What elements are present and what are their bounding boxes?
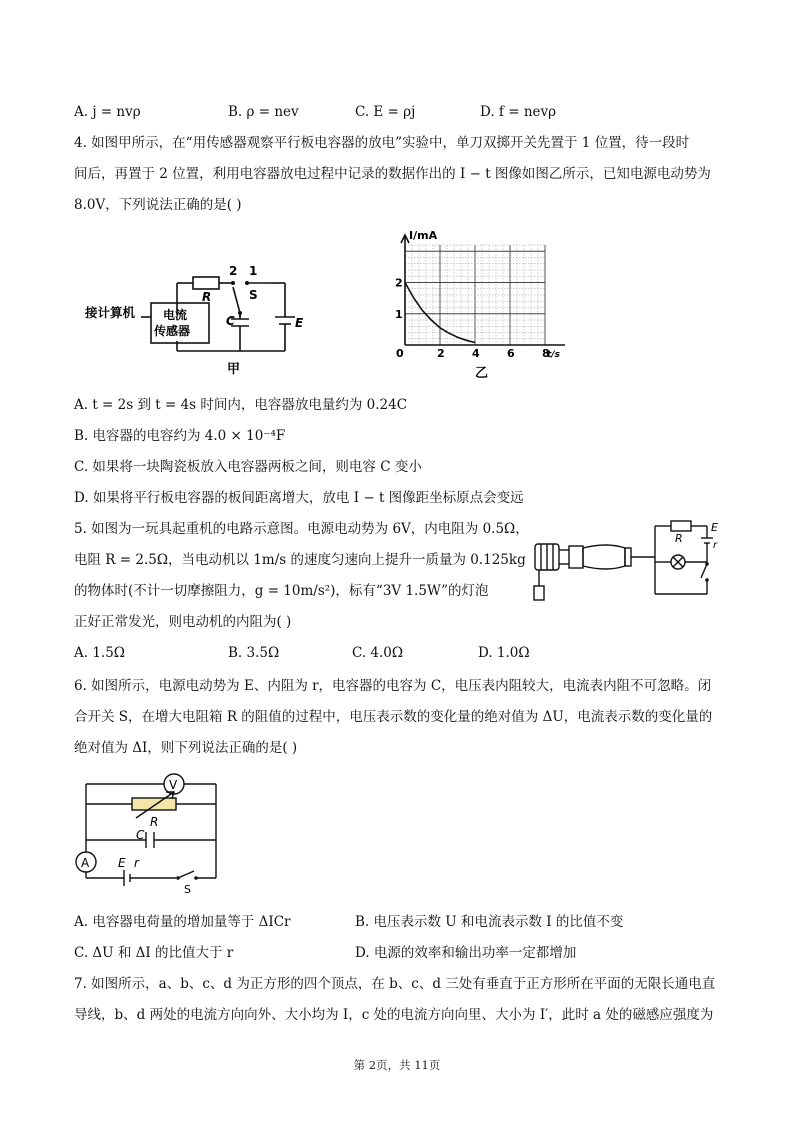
q7-stem-line-1: 7. 如图所示，a、b、c、d 为正方形的四个顶点，在 b、c、d 三处有垂直于正方形所在平面的无限长通电直	[74, 976, 716, 992]
q4-it-chart	[385, 225, 575, 380]
ammeter-icon: A	[81, 856, 90, 870]
q5-option-b: B. 3.5Ω	[228, 645, 280, 661]
sensor-label-1: 电流	[163, 308, 188, 322]
y-tick-label: 1	[395, 307, 403, 321]
q6-emf-label: E	[118, 856, 126, 870]
q6-capacitor-label: C	[136, 828, 145, 842]
q5-option-d: D. 1.0Ω	[478, 645, 530, 661]
emf-label: E	[295, 316, 304, 330]
switch-label: S	[249, 288, 258, 302]
q3-option-d: D. f = nevρ	[480, 104, 557, 120]
q4-stem-line-3: 8.0V，下列说法正确的是( )	[74, 197, 242, 213]
q4-option-b: B. 电容器的电容约为 4.0 × 10⁻⁴F	[74, 428, 286, 444]
switch-position-1: 1	[249, 264, 258, 278]
capacitor-label: C	[226, 314, 235, 328]
q4-stem-line-1: 4. 如图甲所示，在“用传感器观察平行板电容器的放电”实验中，单刀双掷开关先置于 1 位置，待一段时	[74, 135, 690, 151]
x-axis-label: t/s	[547, 350, 560, 360]
switch-position-2: 2	[229, 264, 238, 278]
q7-stem-line-2: 导线，b、d 两处的电流方向向外、大小均为 I，c 处的电流方向向里、大小为 I′，此时 a 处的磁感应强度为	[74, 1007, 714, 1023]
x-tick-label: 2	[437, 347, 445, 360]
q5-stem-line-1: 5. 如图为一玩具起重机的电路示意图。电源电动势为 6V，内电阻为 0.5Ω，	[74, 521, 529, 537]
computer-label: 接计算机	[85, 305, 136, 320]
page-footer: 第 2页，共 11页	[353, 1058, 441, 1072]
q6-switch-label: S	[184, 883, 191, 896]
voltmeter-icon: V	[169, 778, 178, 792]
q3-option-b: B. ρ = nev	[228, 104, 299, 120]
q4-option-c: C. 如果将一块陶瓷板放入电容器两板之间，则电容 C 变小	[74, 459, 422, 475]
q6-internal-r-label: r	[134, 856, 139, 870]
y-tick-label: 2	[395, 276, 403, 290]
q4-stem-line-2: 间后，再置于 2 位置，利用电容器放电过程中记录的数据作出的 I − t 图像如图乙所示，已知电源电动势为	[74, 166, 711, 182]
x-tick-label: 8	[542, 347, 550, 360]
q6-resistor-label: R	[150, 815, 159, 829]
q5-stem-line-2: 电阻 R = 2.5Ω，当电动机以 1m/s 的速度匀速向上提升一质量为 0.125kg	[74, 552, 526, 568]
q6-stem-line-2: 合开关 S，在增大电阻箱 R 的阻值的过程中，电压表示数的变化量的绝对值为 ΔU，电流表示数的变化量的	[74, 709, 713, 725]
q4-circuit-diagram	[85, 255, 315, 380]
q6-option-d: D. 电源的效率和输出功率一定都增加	[355, 945, 577, 961]
q5-resistor-label: R	[675, 532, 683, 545]
fig-yi-caption: 乙	[475, 366, 489, 380]
q3-option-a: A. j = nvρ	[74, 104, 141, 120]
q3-option-c: C. E = ρj	[355, 104, 416, 120]
q6-option-c: C. ΔU 和 ΔI 的比值大于 r	[74, 945, 234, 961]
x-tick-label: 6	[507, 347, 515, 360]
x-tick-label: 0	[396, 347, 404, 360]
sensor-label-2: 传感器	[154, 324, 191, 338]
q6-option-a: A. 电容器电荷量的增加量等于 ΔICr	[74, 914, 291, 930]
q4-option-d: D. 如果将平行板电容器的板间距离增大，放电 I − t 图像距坐标原点会变远	[74, 490, 524, 506]
q6-stem-line-3: 绝对值为 ΔI，则下列说法正确的是( )	[74, 740, 298, 756]
q5-stem-line-3: 的物体时(不计一切摩擦阻力，g = 10m/s²)，标有“3V 1.5W”的灯泡	[74, 583, 489, 599]
q6-stem-line-1: 6. 如图所示，电源电动势为 E、内阻为 r，电容器的电容为 C，电压表内阻较大，电流表内阻不可忽略。闭	[74, 678, 712, 694]
q5-stem-line-4: 正好正常发光，则电动机的内阻为( )	[74, 614, 292, 630]
q5-crane-circuit	[525, 518, 725, 610]
q4-option-a: A. t = 2s 到 t = 4s 时间内，电容器放电量约为 0.24C	[74, 397, 408, 413]
q5-option-c: C. 4.0Ω	[352, 645, 404, 661]
q5-option-a: A. 1.5Ω	[74, 645, 125, 661]
q5-emf-label: E	[711, 521, 718, 534]
q6-option-b: B. 电压表示数 U 和电流表示数 I 的比值不变	[355, 914, 624, 930]
x-tick-label: 4	[472, 347, 480, 360]
y-axis-label: I/mA	[409, 229, 438, 242]
q6-circuit-diagram	[70, 768, 230, 898]
resistor-label: R	[202, 290, 212, 304]
fig-jia-caption: 甲	[227, 362, 241, 377]
q5-internal-r-label: r	[713, 540, 718, 551]
